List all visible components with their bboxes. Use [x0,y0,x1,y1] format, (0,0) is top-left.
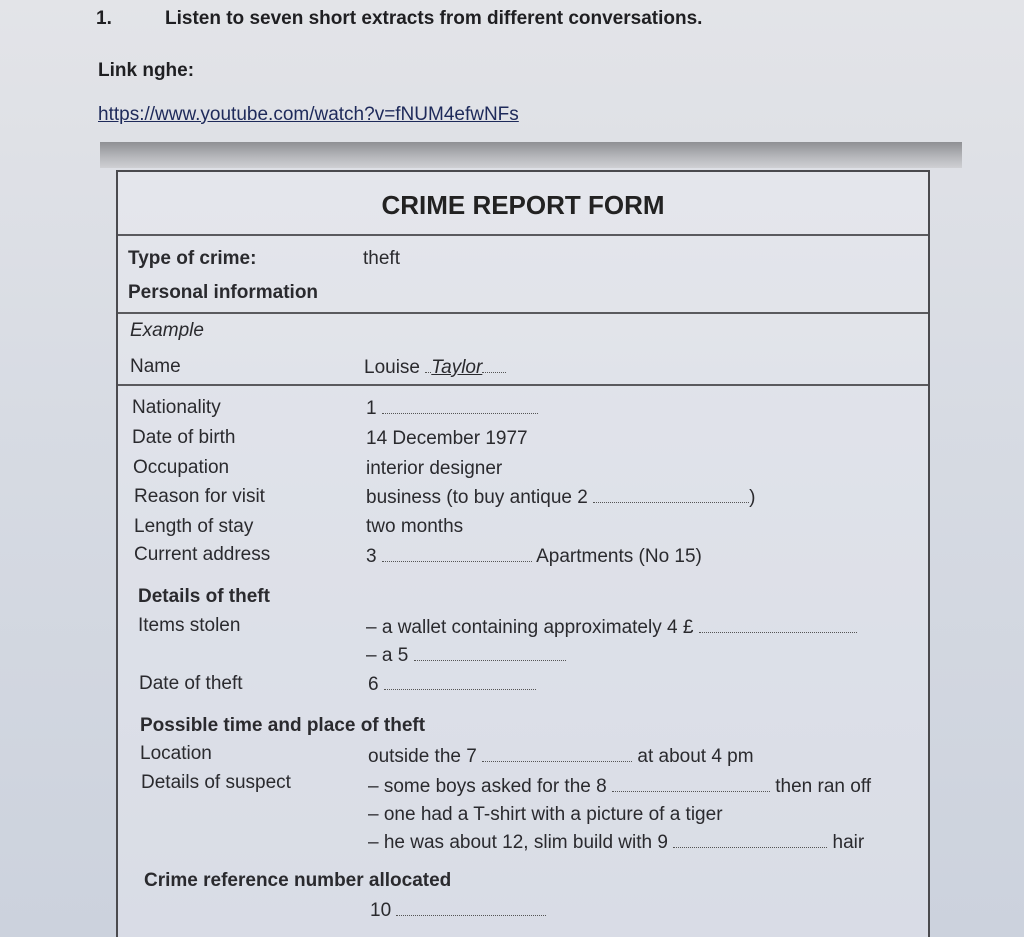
reason-answer [366,487,755,509]
question-number-6: 6 [368,674,379,695]
items-text-2: – a 5 [366,645,409,666]
items-stolen-label: Items stolen [138,615,241,636]
address-suffix: Apartments (No 15) [536,546,702,567]
type-of-crime-value: theft [363,248,400,269]
crime-report-form [116,170,930,937]
link-label: Link nghe: [98,60,195,81]
location-value: outside the 7 [368,746,477,767]
date-answer [368,674,536,696]
question-number: 1. [96,8,112,29]
possible-time-heading: Possible time and place of theft [140,715,426,736]
suspect-text-1: – some boys asked for the 8 [368,776,607,797]
location-suffix: at about 4 pm [637,746,754,767]
divider [118,312,928,314]
name-first: Louise [364,357,420,378]
address-answer [366,546,702,568]
reason-close: ) [749,487,756,508]
dob-label: Date of birth [132,427,236,448]
form-title: CRIME REPORT FORM [381,190,665,220]
dob-value: 14 December 1977 [366,428,528,449]
divider [118,234,928,236]
location-answer [368,746,754,768]
name-last-handwritten: Taylor [431,357,483,378]
reference-heading: Crime reference number allocated [144,870,452,891]
reason-value: business (to buy antique 2 [366,487,588,508]
stay-value: two months [366,516,464,537]
items-answer-2 [366,645,566,667]
scan-shadow-band [100,142,962,168]
date-of-theft-label: Date of theft [139,673,243,694]
reason-label: Reason for visit [134,486,265,507]
items-text-1: – a wallet containing approximately 4 £ [366,617,694,638]
items-answer-1 [366,617,857,639]
personal-information-heading: Personal information [128,282,319,303]
question-title: Listen to seven short extracts from different conversations. [165,8,703,29]
example-label: Example [130,320,204,341]
theft-details-heading: Details of theft [138,586,270,607]
suspect-text-2: – one had a T-shirt with a picture of a tiger [368,804,723,825]
nationality-label: Nationality [132,397,221,418]
reference-answer [370,900,546,922]
location-label: Location [140,743,212,764]
occupation-label: Occupation [133,457,230,478]
suspect-answer-1 [368,776,871,798]
occupation-value: interior designer [366,458,503,479]
suspect-answer-3 [368,832,864,854]
address-label: Current address [134,544,271,565]
name-label: Name [130,356,181,377]
stay-label: Length of stay [134,516,254,537]
type-of-crime-label: Type of crime: [128,248,257,269]
divider [118,384,928,386]
suspect-suffix-3: hair [832,832,865,853]
question-number-1: 1 [366,398,377,419]
youtube-link[interactable]: https://www.youtube.com/watch?v=fNUM4efwNFs [98,104,519,125]
question-number-3: 3 [366,546,377,567]
name-value [364,357,506,379]
suspect-text-3: – he was about 12, slim build with 9 [368,832,668,853]
suspect-suffix-1: then ran off [775,776,872,797]
suspect-label: Details of suspect [141,772,291,793]
question-number-10: 10 [370,900,392,921]
nationality-answer [366,398,538,420]
